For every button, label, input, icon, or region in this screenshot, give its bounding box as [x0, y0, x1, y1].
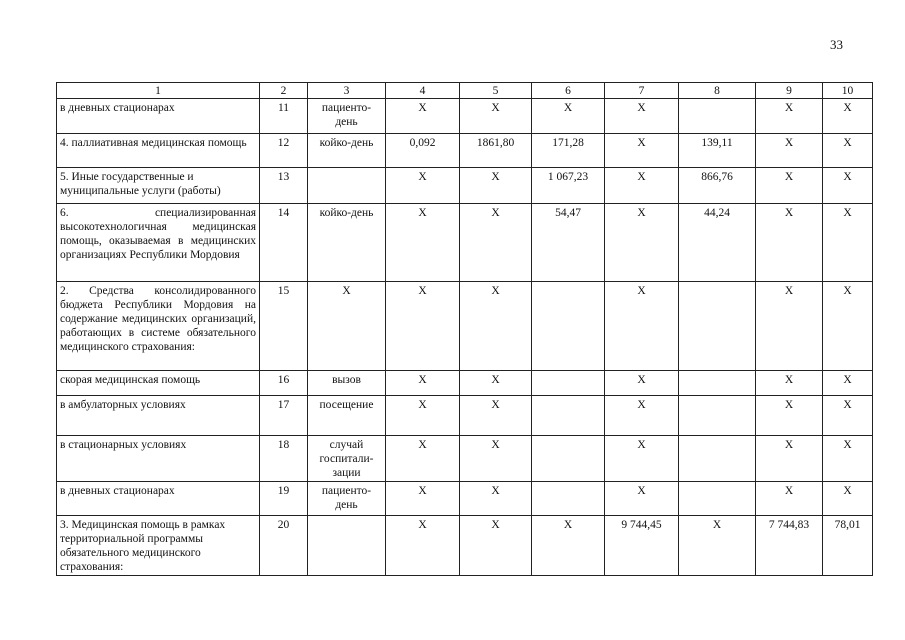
cell-col-2: 16	[260, 371, 308, 396]
cell-col-8	[679, 282, 756, 371]
table-row	[57, 436, 873, 482]
cell-col-5: X	[460, 482, 532, 516]
cell-col-5: X	[460, 396, 532, 436]
cell-col-7: X	[605, 204, 679, 282]
header-cell-1: 1	[57, 83, 260, 99]
cell-col-5: X	[460, 516, 532, 576]
cell-col-7: X	[605, 168, 679, 204]
table-body	[57, 83, 873, 576]
cell-col-2: 14	[260, 204, 308, 282]
cell-col-9: X	[756, 134, 823, 168]
cell-col-1: 5. Иные государственные и муниципальные услуги (работы)	[57, 168, 260, 204]
cell-col-9: X	[756, 282, 823, 371]
cell-col-7: X	[605, 436, 679, 482]
cell-col-7: X	[605, 482, 679, 516]
cell-col-10: X	[823, 371, 873, 396]
table-row	[57, 204, 873, 282]
cell-col-7: X	[605, 396, 679, 436]
cell-col-10: X	[823, 482, 873, 516]
cell-col-5: X	[460, 436, 532, 482]
cell-col-3: вызов	[308, 371, 386, 396]
cell-col-4: 0,092	[386, 134, 460, 168]
header-cell-10: 10	[823, 83, 873, 99]
cell-col-9: 7 744,83	[756, 516, 823, 576]
cell-col-2: 12	[260, 134, 308, 168]
table-row	[57, 396, 873, 436]
cell-col-3: койко-день	[308, 204, 386, 282]
cell-col-5: X	[460, 168, 532, 204]
cell-col-6	[532, 396, 605, 436]
cell-col-5: X	[460, 282, 532, 371]
header-cell-6: 6	[532, 83, 605, 99]
cell-col-8	[679, 436, 756, 482]
cell-col-5: X	[460, 371, 532, 396]
cell-col-10: X	[823, 134, 873, 168]
table-row	[57, 282, 873, 371]
cell-col-4: X	[386, 436, 460, 482]
cell-col-6: 171,28	[532, 134, 605, 168]
cell-col-10: X	[823, 168, 873, 204]
cell-col-5: X	[460, 99, 532, 134]
cell-col-6	[532, 282, 605, 371]
cell-col-9: X	[756, 436, 823, 482]
cell-col-3: случай госпитали- зации	[308, 436, 386, 482]
cell-col-8: X	[679, 516, 756, 576]
table-row	[57, 371, 873, 396]
cell-col-4: X	[386, 516, 460, 576]
cell-col-3	[308, 168, 386, 204]
cell-col-8: 139,11	[679, 134, 756, 168]
cell-col-8	[679, 99, 756, 134]
header-cell-8: 8	[679, 83, 756, 99]
cell-col-4: X	[386, 204, 460, 282]
cell-col-10: 78,01	[823, 516, 873, 576]
cell-col-3	[308, 516, 386, 576]
cell-col-9: X	[756, 371, 823, 396]
cell-col-9: X	[756, 396, 823, 436]
cell-col-2: 19	[260, 482, 308, 516]
cell-col-10: X	[823, 282, 873, 371]
cell-col-2: 13	[260, 168, 308, 204]
cell-col-4: X	[386, 99, 460, 134]
cell-col-1: в амбулаторных условиях	[57, 396, 260, 436]
cell-col-7: X	[605, 282, 679, 371]
cell-col-8	[679, 371, 756, 396]
cell-col-2: 15	[260, 282, 308, 371]
cell-col-5: 1861,80	[460, 134, 532, 168]
cell-col-1: 3. Медицинская помощь в рамках территориальной программы обязательного медицинского страхования:	[57, 516, 260, 576]
cell-col-6: 1 067,23	[532, 168, 605, 204]
cell-col-1: 2. Средства консолидированного бюджета Республики Мордовия на содержание медицинских организаций, работающих в системе обязательного медицинского страхования:	[57, 282, 260, 371]
cell-col-9: X	[756, 168, 823, 204]
cell-col-10: X	[823, 436, 873, 482]
cell-col-8	[679, 482, 756, 516]
cell-col-7: X	[605, 134, 679, 168]
cell-col-2: 20	[260, 516, 308, 576]
table-row	[57, 99, 873, 134]
table-row	[57, 482, 873, 516]
cell-col-3: посещение	[308, 396, 386, 436]
cell-col-9: X	[756, 482, 823, 516]
cell-col-4: X	[386, 396, 460, 436]
cell-col-2: 17	[260, 396, 308, 436]
data-table	[56, 82, 873, 576]
cell-col-6: X	[532, 516, 605, 576]
table-row	[57, 134, 873, 168]
cell-col-1: в дневных стационарах	[57, 482, 260, 516]
cell-col-6: 54,47	[532, 204, 605, 282]
cell-col-9: X	[756, 204, 823, 282]
cell-col-1: 4. паллиативная медицинская помощь	[57, 134, 260, 168]
cell-col-8: 44,24	[679, 204, 756, 282]
cell-col-1: в стационарных условиях	[57, 436, 260, 482]
cell-col-3: X	[308, 282, 386, 371]
cell-col-8: 866,76	[679, 168, 756, 204]
cell-col-10: X	[823, 204, 873, 282]
cell-col-6	[532, 482, 605, 516]
table-header-row	[57, 83, 873, 99]
cell-col-3: пациенто- день	[308, 482, 386, 516]
header-cell-3: 3	[308, 83, 386, 99]
cell-col-2: 11	[260, 99, 308, 134]
cell-col-7: 9 744,45	[605, 516, 679, 576]
header-cell-2: 2	[260, 83, 308, 99]
page-number: 33	[830, 37, 843, 52]
header-cell-7: 7	[605, 83, 679, 99]
cell-col-6: X	[532, 99, 605, 134]
header-cell-5: 5	[460, 83, 532, 99]
cell-col-4: X	[386, 371, 460, 396]
table-row	[57, 516, 873, 576]
cell-col-1: в дневных стационарах	[57, 99, 260, 134]
cell-col-7: X	[605, 371, 679, 396]
header-cell-9: 9	[756, 83, 823, 99]
table-row	[57, 168, 873, 204]
header-cell-4: 4	[386, 83, 460, 99]
cell-col-6	[532, 436, 605, 482]
cell-col-5: X	[460, 204, 532, 282]
cell-col-7: X	[605, 99, 679, 134]
cell-col-9: X	[756, 99, 823, 134]
cell-col-3: койко-день	[308, 134, 386, 168]
cell-col-1: 6. специализированная высокотехнологичная медицинская помощь, оказываемая в медицинских организациях Республики Мордовия	[57, 204, 260, 282]
cell-col-3: пациенто- день	[308, 99, 386, 134]
cell-col-10: X	[823, 99, 873, 134]
cell-col-1: скорая медицинская помощь	[57, 371, 260, 396]
cell-col-4: X	[386, 282, 460, 371]
cell-col-10: X	[823, 396, 873, 436]
cell-col-8	[679, 396, 756, 436]
cell-col-4: X	[386, 482, 460, 516]
cell-col-2: 18	[260, 436, 308, 482]
cell-col-4: X	[386, 168, 460, 204]
cell-col-6	[532, 371, 605, 396]
